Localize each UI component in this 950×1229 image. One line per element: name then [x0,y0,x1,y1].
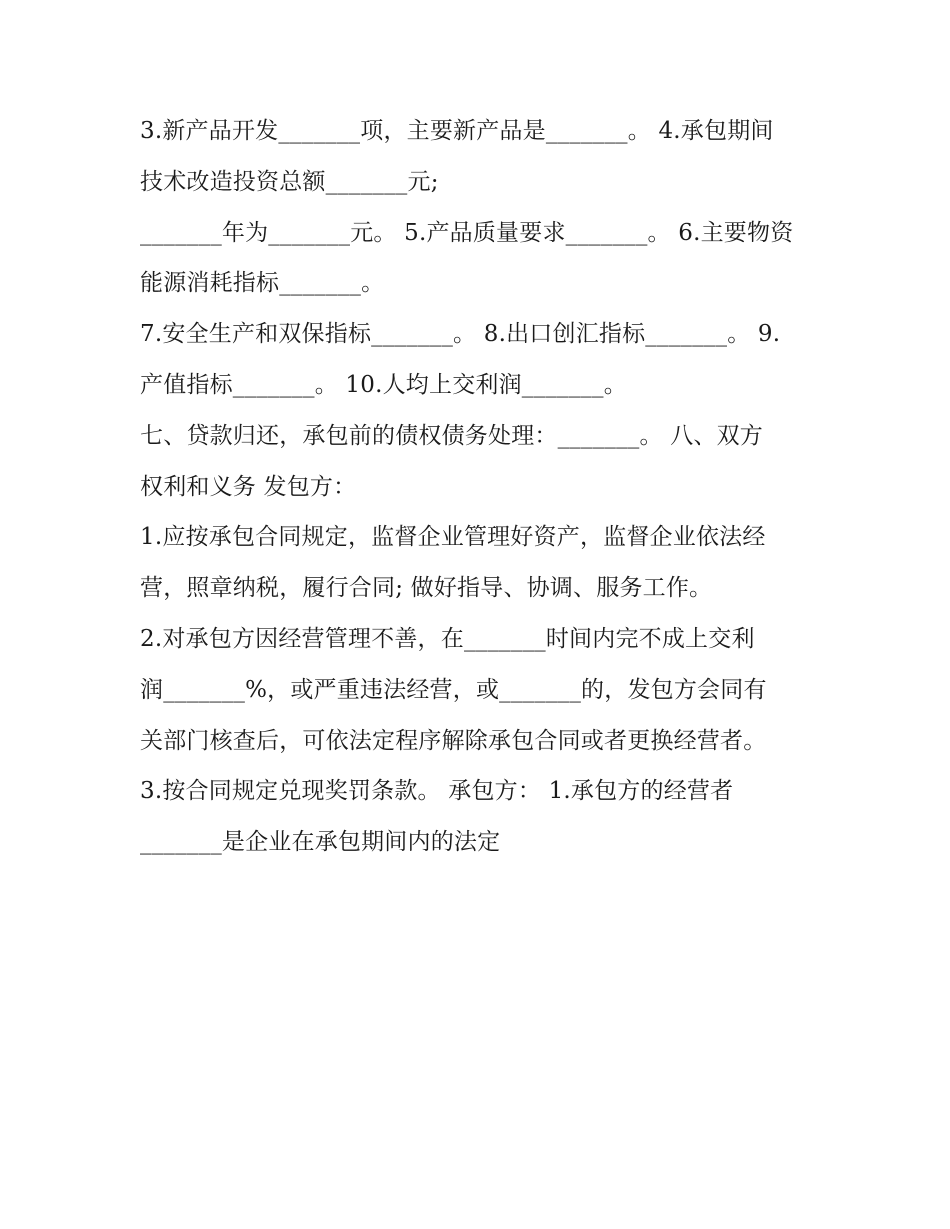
text-line: 能源消耗指标_______。 [140,270,385,297]
text-line: 2.对承包方因经营管理不善，在_______时间内完不成上交利 [140,625,755,652]
text-line: 1.应按承包合同规定，监督企业管理好资产，监督企业依法经 [140,524,766,551]
document-body [140,106,820,868]
text-line: 润_______%，或严重违法经营，或_______的，发包方会同有 [140,676,767,703]
text-line: 关部门核查后，可依法定程序解除承包合同或者更换经营者。 [140,727,767,754]
text-line: _______是企业在承包期间内的法定 [140,829,501,856]
text-line: 技术改造投资总额_______元; [140,168,439,195]
text-line: 3.按合同规定兑现奖罚条款。 承包方： 1.承包方的经营者 [140,778,734,805]
text-line: 营，照章纳税，履行合同; 做好指导、协调、服务工作。 [140,575,713,602]
text-line: 七、贷款归还，承包前的债权债务处理：_______。 八、双方 [140,422,764,449]
text-line: 权利和义务 发包方： [140,473,357,500]
text-line: 3.新产品开发_______项，主要新产品是_______。 4.承包期间 [140,118,774,144]
text-line: _______年为_______元。 5.产品质量要求_______。 6.主要物资 [140,219,794,246]
text-line: 7.安全生产和双保指标_______。 8.出口创汇指标_______。 9. [140,321,781,348]
text-line: 产值指标_______。 10.人均上交利润_______。 [140,371,627,398]
